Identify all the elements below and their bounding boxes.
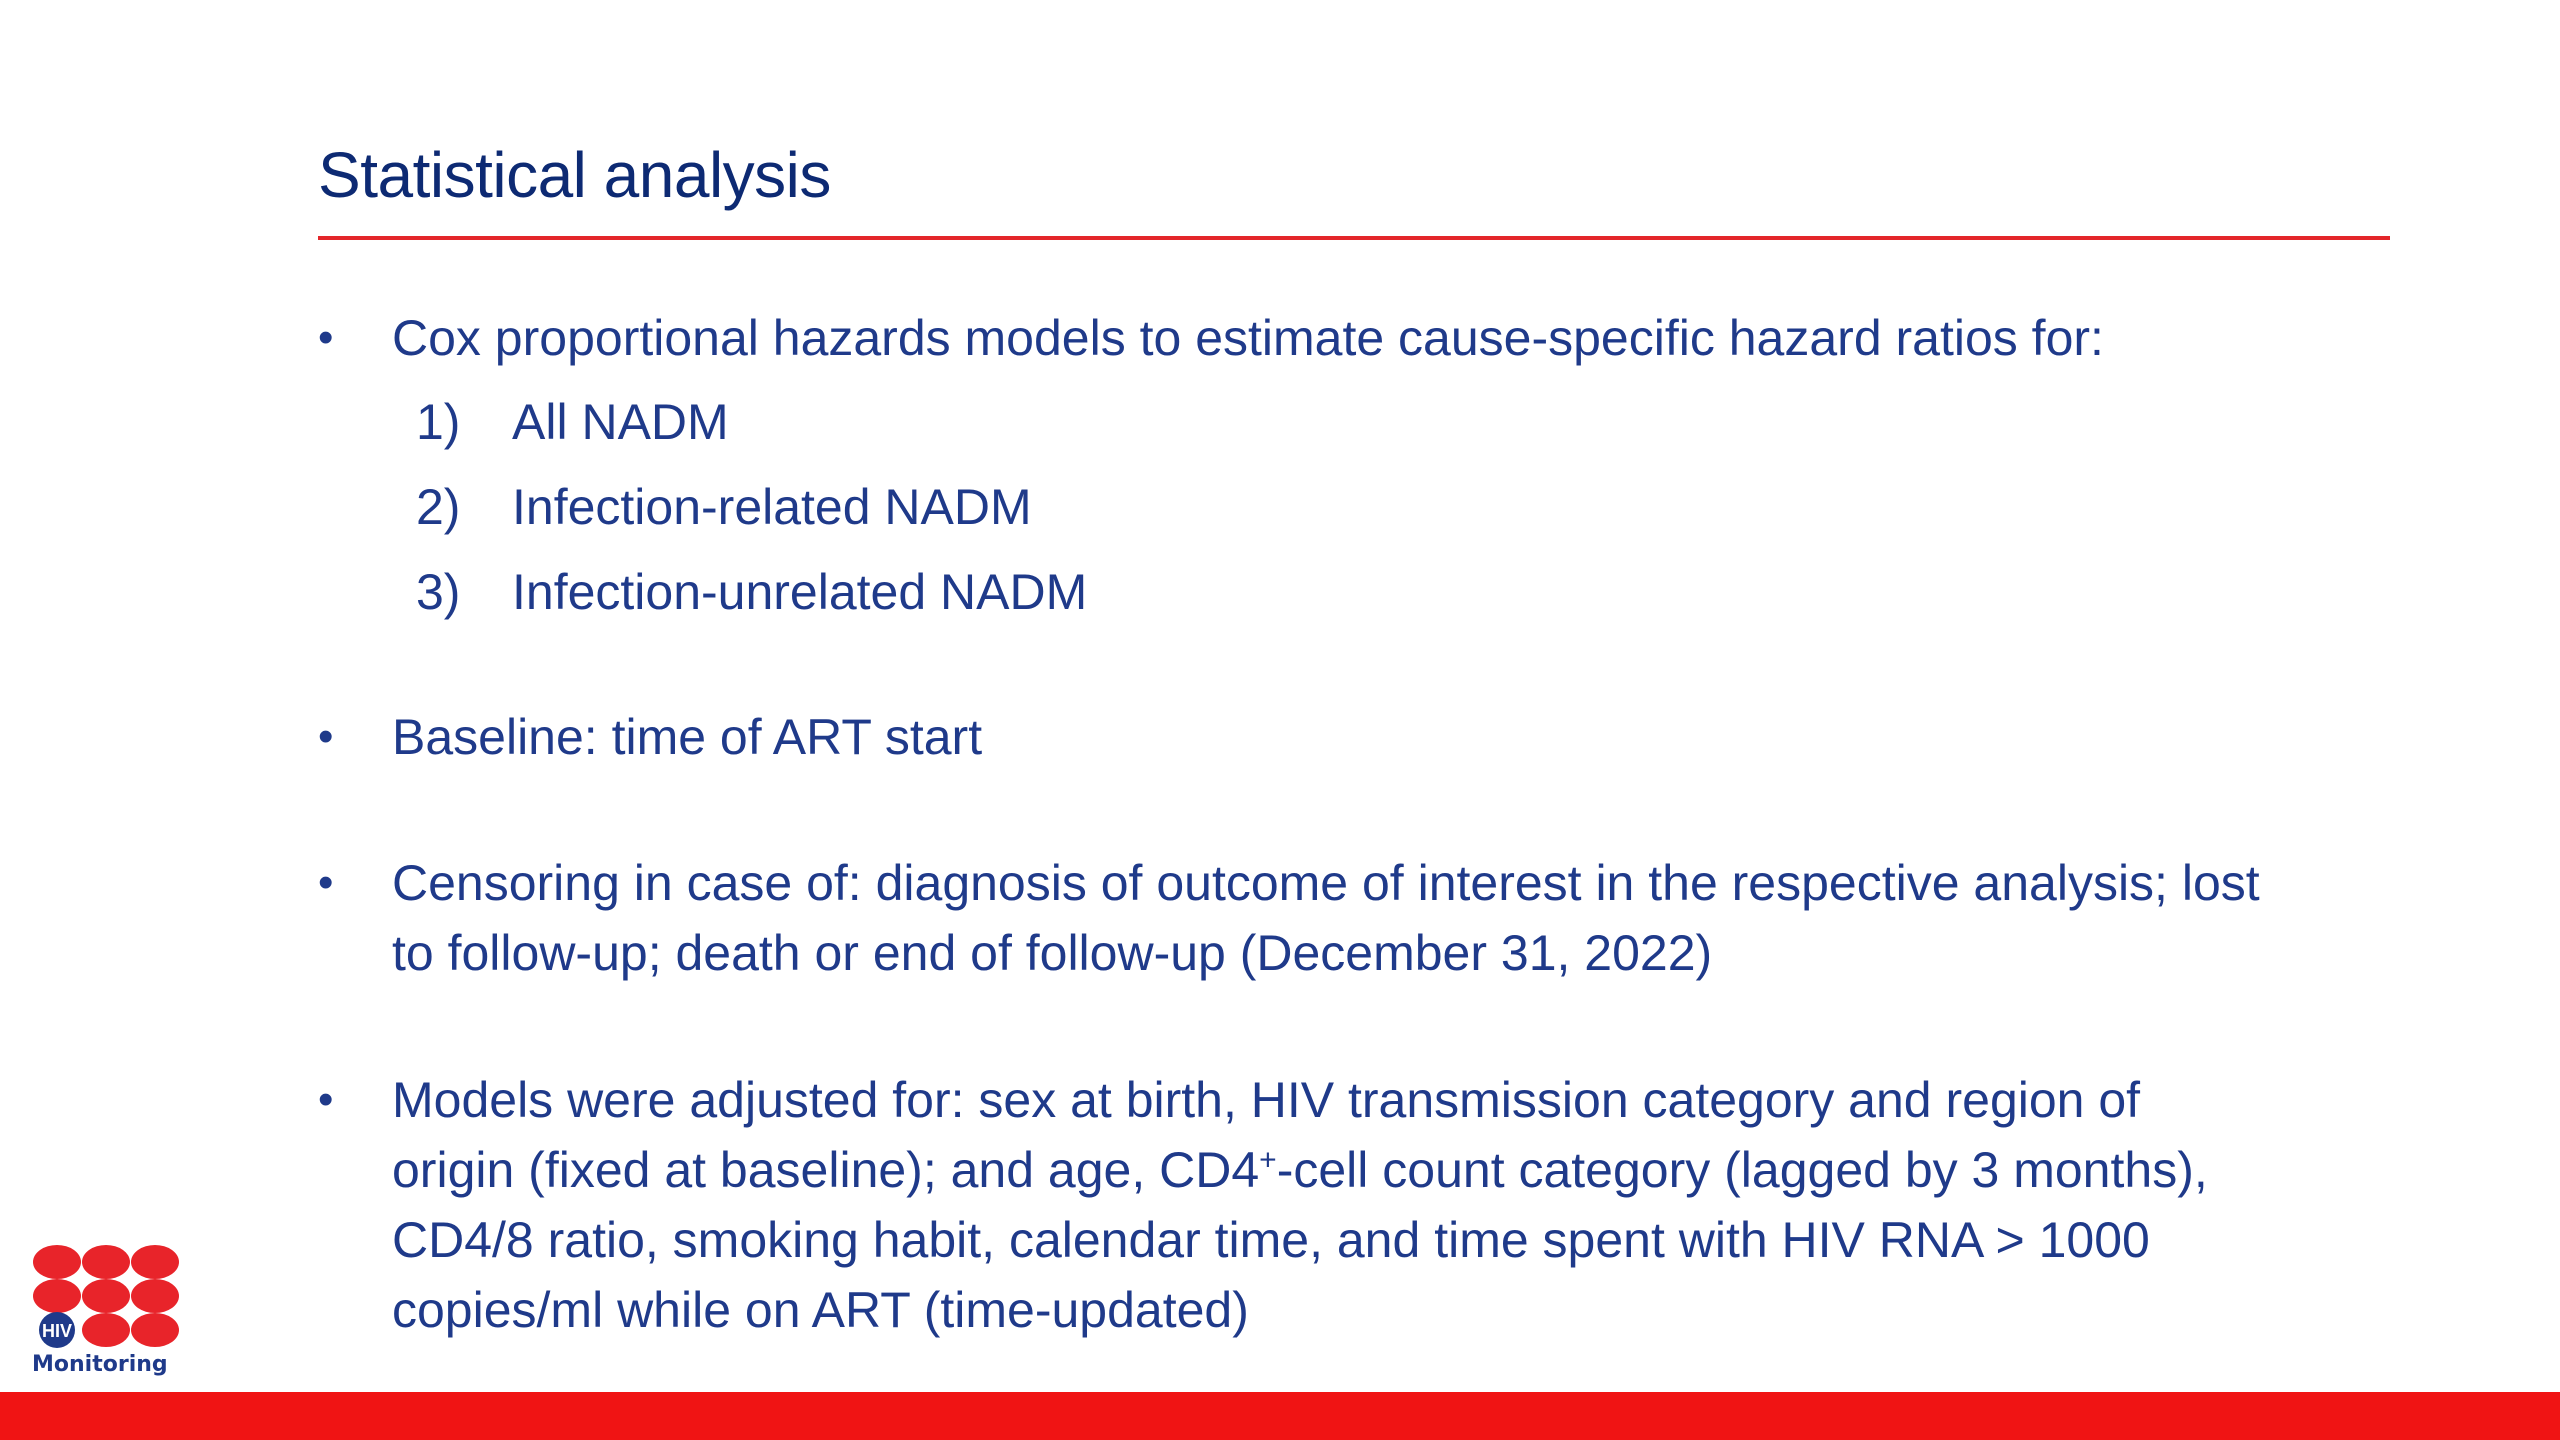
bullet-text-segment: origin (fixed at baseline); and age, CD4 [392, 1142, 1260, 1198]
list-item-label: Infection-related NADM [512, 479, 1032, 535]
bullet-baseline [318, 702, 2398, 772]
bullet-text: Baseline: time of ART start [392, 709, 983, 765]
bullet-dot: • [318, 1075, 334, 1124]
bullet-dot: • [318, 858, 334, 907]
bullet-text-line: to follow-up; death or end of follow-up (December 31, 2022) [392, 925, 1713, 981]
bullet-text-segment: -cell count category (lagged by 3 months), [1276, 1142, 2208, 1198]
bullet-model-adjustments [318, 1065, 2398, 1345]
bullet-dot: • [318, 313, 334, 362]
list-item-number: 1) [416, 394, 461, 450]
list-item-number: 3) [416, 564, 461, 620]
list-item-number: 2) [416, 479, 461, 535]
footer-bar [0, 1392, 2560, 1440]
superscript-plus: + [1259, 1143, 1277, 1177]
slide-title: Statistical analysis [318, 139, 831, 211]
logo-wordmark: Monitoring [32, 1352, 168, 1377]
bullet-censoring [318, 848, 2398, 988]
bullet-dot: • [318, 712, 334, 761]
logo-badge-text: HIV [41, 1321, 73, 1341]
bullet-text-line: CD4/8 ratio, smoking habit, calendar time, and time spent with HIV RNA > 1000 [392, 1212, 2150, 1268]
bullet-text-line [392, 1135, 2398, 1205]
bullet-cox-models [318, 303, 2398, 373]
list-item-label: All NADM [512, 394, 729, 450]
title-underline-rule [318, 236, 2390, 240]
bullet-text-line: copies/ml while on ART (time-updated) [392, 1282, 1249, 1338]
bullet-text-line: Models were adjusted for: sex at birth, HIV transmission category and region of [392, 1072, 2141, 1128]
list-item-label: Infection-unrelated NADM [512, 564, 1088, 620]
bullet-text-line: Censoring in case of: diagnosis of outcome of interest in the respective analysis; lost [392, 855, 2260, 911]
bullet-text: Cox proportional hazards models to estimate cause-specific hazard ratios for: [392, 310, 2104, 366]
